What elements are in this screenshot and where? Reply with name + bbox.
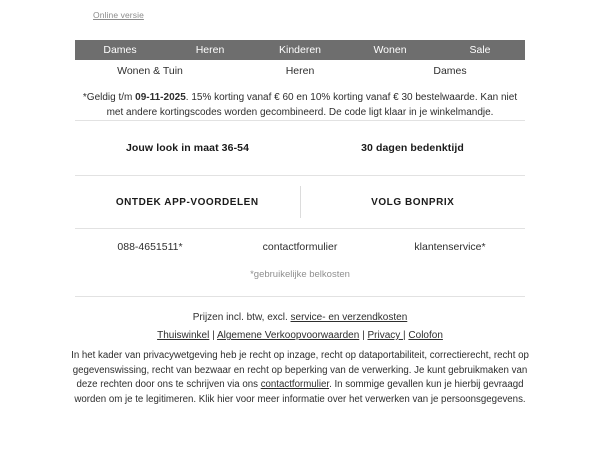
- app-social-band: [75, 176, 525, 228]
- price-note: [75, 309, 525, 327]
- link-privacy[interactable]: Privacy: [367, 330, 404, 341]
- disclaimer-prefix: *Geldig t/m: [82, 92, 136, 103]
- legal-links: [75, 327, 525, 345]
- call-cost-note: *gebruikelijke belkosten: [250, 269, 350, 280]
- discover-app-benefits-link[interactable]: ONTDEK APP-VOORDELEN: [115, 196, 259, 208]
- nav-item-sale[interactable]: Sale: [469, 44, 491, 56]
- privacy-contact-form-link[interactable]: contactformulier: [260, 379, 330, 390]
- usp-band: [75, 121, 525, 175]
- legal-separator-3: |: [403, 330, 406, 341]
- usp-size-range: Jouw look in maat 36-54: [125, 142, 250, 154]
- privacy-text-part3: voor meer informatie over het verwerken van je persoonsgegevens.: [233, 393, 526, 405]
- contact-phone-number[interactable]: 088-4651511*: [117, 241, 183, 253]
- privacy-text-part1: In het kader van privacywetgeving heb je recht op inzage, recht op dataportabiliteit, correctierecht, recht op gegevenswissing, recht van bezwaar en recht op beperking van de verwerking. Je kunt gebruikmaken van deze rechten door ons te schrijven via ons: [71, 350, 529, 390]
- price-note-text: Prijzen incl. btw, excl.: [192, 312, 291, 323]
- preheader: [0, 0, 600, 22]
- nav-item-kinderen[interactable]: Kinderen: [278, 44, 322, 56]
- privacy-text-part2: . In sommige gevallen kun je hierbij gevraagd worden om je te legitimeren. Klik: [74, 379, 524, 405]
- main-navigation: [75, 40, 525, 60]
- disclaimer-valid-date: 09-11-2025: [135, 92, 186, 103]
- privacy-paragraph: [66, 349, 534, 407]
- nav-item-wonen[interactable]: Wonen: [373, 44, 407, 56]
- link-algemene-verkoopvoorwaarden[interactable]: Algemene Verkoopvoorwaarden: [216, 330, 360, 341]
- disclaimer-rest: . 15% korting vanaf € 60 en 10% korting vanaf € 30 bestelwaarde. Kan niet met andere kortingscodes worden gecombineerd. De code ligt klaar in je winkelmandje.: [106, 92, 518, 118]
- legal-section: [75, 297, 525, 345]
- contact-form-link[interactable]: contactformulier: [262, 241, 338, 253]
- link-colofon[interactable]: Colofon: [408, 330, 443, 341]
- subnav-item-heren[interactable]: Heren: [285, 65, 315, 77]
- follow-bonprix-link[interactable]: VOLG BONPRIX: [371, 196, 455, 208]
- legal-separator-1: |: [212, 330, 215, 341]
- link-thuiswinkel[interactable]: Thuiswinkel: [157, 330, 210, 341]
- subnav-item-dames[interactable]: Dames: [433, 65, 467, 77]
- nav-item-dames[interactable]: Dames: [103, 44, 137, 56]
- online-version-link[interactable]: Online versie: [93, 10, 144, 20]
- secondary-navigation: [75, 60, 525, 82]
- legal-separator-2: |: [362, 330, 365, 341]
- subnav-item-wonen-tuin[interactable]: Wonen & Tuin: [117, 65, 183, 77]
- privacy-more-info-link[interactable]: hier: [217, 393, 234, 405]
- usp-return-period: 30 dagen bedenktijd: [361, 142, 464, 154]
- promotion-disclaimer: [78, 90, 522, 120]
- nav-item-heren[interactable]: Heren: [195, 44, 225, 56]
- shipping-costs-link[interactable]: service- en verzendkosten: [290, 312, 408, 323]
- customer-service-link[interactable]: klantenservice*: [414, 241, 486, 253]
